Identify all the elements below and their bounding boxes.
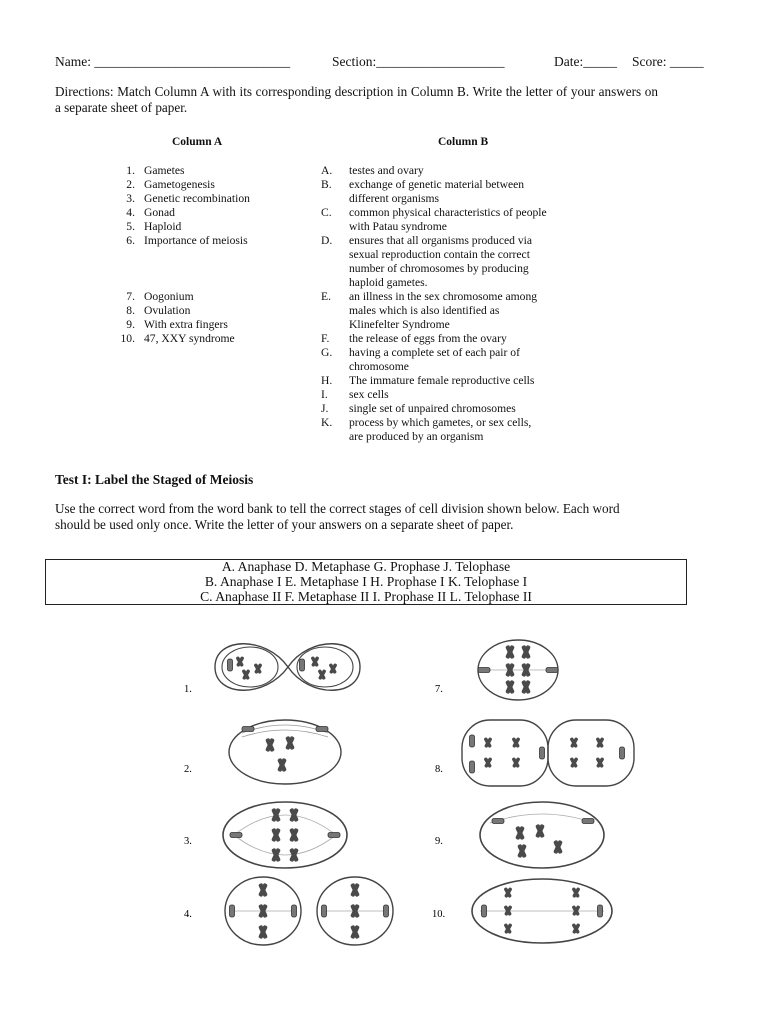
list-item: 8. Ovulation xyxy=(126,304,191,317)
list-item-continuation: with Patau syndrome xyxy=(349,220,447,233)
list-item: J. single set of unpaired chromosomes xyxy=(321,402,516,415)
list-item: 1. Gametes xyxy=(126,164,185,177)
date-field[interactable]: Date:_____ xyxy=(554,54,617,69)
directions: Directions: Match Column A with its corresponding description in Column B. Write the letter of your answers on a separate sheet of paper. xyxy=(55,84,658,115)
list-item-continuation: number of chromosomes by producing xyxy=(349,262,529,275)
list-item: H. The immature female reproductive cells xyxy=(321,374,535,387)
list-item: 7. Oogonium xyxy=(126,290,194,303)
figure-number: 7. xyxy=(435,684,443,695)
list-item: 10. 47, XXY syndrome xyxy=(120,332,235,345)
list-item: 5. Haploid xyxy=(126,220,182,233)
section-field[interactable]: Section:___________________ xyxy=(332,54,505,69)
word-bank xyxy=(45,559,687,605)
column-a-title: Column A xyxy=(172,136,223,148)
figure-number: 10. xyxy=(432,909,446,920)
list-item-continuation: sexual reproduction contain the correct xyxy=(349,248,530,261)
list-item-continuation: different organisms xyxy=(349,192,440,205)
figure-7 xyxy=(435,640,558,700)
figure-number: 4. xyxy=(184,909,192,920)
meiosis-figures xyxy=(170,625,640,960)
word-bank-row: A. Anaphase D. Metaphase G. Prophase J. Telophase xyxy=(221,559,511,574)
list-item-continuation: Klinefelter Syndrome xyxy=(349,318,450,331)
list-item: 6. Importance of meiosis xyxy=(126,234,248,247)
column-a-list xyxy=(113,164,313,354)
figure-3 xyxy=(184,802,347,868)
list-item: 2. Gametogenesis xyxy=(126,178,215,191)
list-item-continuation: males which is also identified as xyxy=(349,304,500,317)
test-instructions: Use the correct word from the word bank to tell the correct stages of cell division shown below. Each word should be used only once. Write the letter of your answers on a separate sheet of paper. xyxy=(55,501,620,532)
list-item: 9. With extra fingers xyxy=(126,318,228,331)
test-title: Test I: Label the Staged of Meiosis xyxy=(55,472,254,487)
figure-1 xyxy=(184,644,360,695)
figure-number: 8. xyxy=(435,764,443,775)
word-bank-row: C. Anaphase II F. Metaphase II I. Prophase II L. Telophase II xyxy=(200,588,532,604)
figure-number: 9. xyxy=(435,836,443,847)
column-b-title: Column B xyxy=(438,136,489,148)
list-item: G. having a complete set of each pair of xyxy=(321,346,520,359)
figure-4 xyxy=(184,877,393,945)
column-b-list xyxy=(321,164,611,454)
list-item-continuation: haploid gametes. xyxy=(349,276,428,289)
list-item: K. process by which gametes, or sex cells, xyxy=(321,416,532,429)
figure-number: 3. xyxy=(184,836,192,847)
list-item: D. ensures that all organisms produced via xyxy=(321,234,532,247)
figure-9 xyxy=(435,802,604,868)
figure-2 xyxy=(184,720,341,784)
figure-10 xyxy=(432,879,612,943)
name-field[interactable]: Name: _____________________________ xyxy=(55,54,291,69)
list-item: C. common physical characteristics of people xyxy=(321,206,547,219)
figure-number: 2. xyxy=(184,764,192,775)
word-bank-row: B. Anaphase I E. Metaphase I H. Prophase I K. Telophase I xyxy=(204,573,528,589)
list-item: B. exchange of genetic material between xyxy=(321,178,525,191)
list-item-continuation: are produced by an organism xyxy=(349,430,484,443)
list-item: 4. Gonad xyxy=(126,206,175,219)
list-item: E. an illness in the sex chromosome among xyxy=(321,290,538,303)
score-field[interactable]: Score: _____ xyxy=(632,54,704,69)
list-item: A. testes and ovary xyxy=(321,164,424,177)
list-item-continuation: chromosome xyxy=(349,360,409,373)
figure-8 xyxy=(435,720,634,786)
figure-number: 1. xyxy=(184,684,192,695)
list-item: 3. Genetic recombination xyxy=(126,192,250,205)
list-item: I. sex cells xyxy=(321,388,389,401)
list-item: F. the release of eggs from the ovary xyxy=(321,332,507,345)
